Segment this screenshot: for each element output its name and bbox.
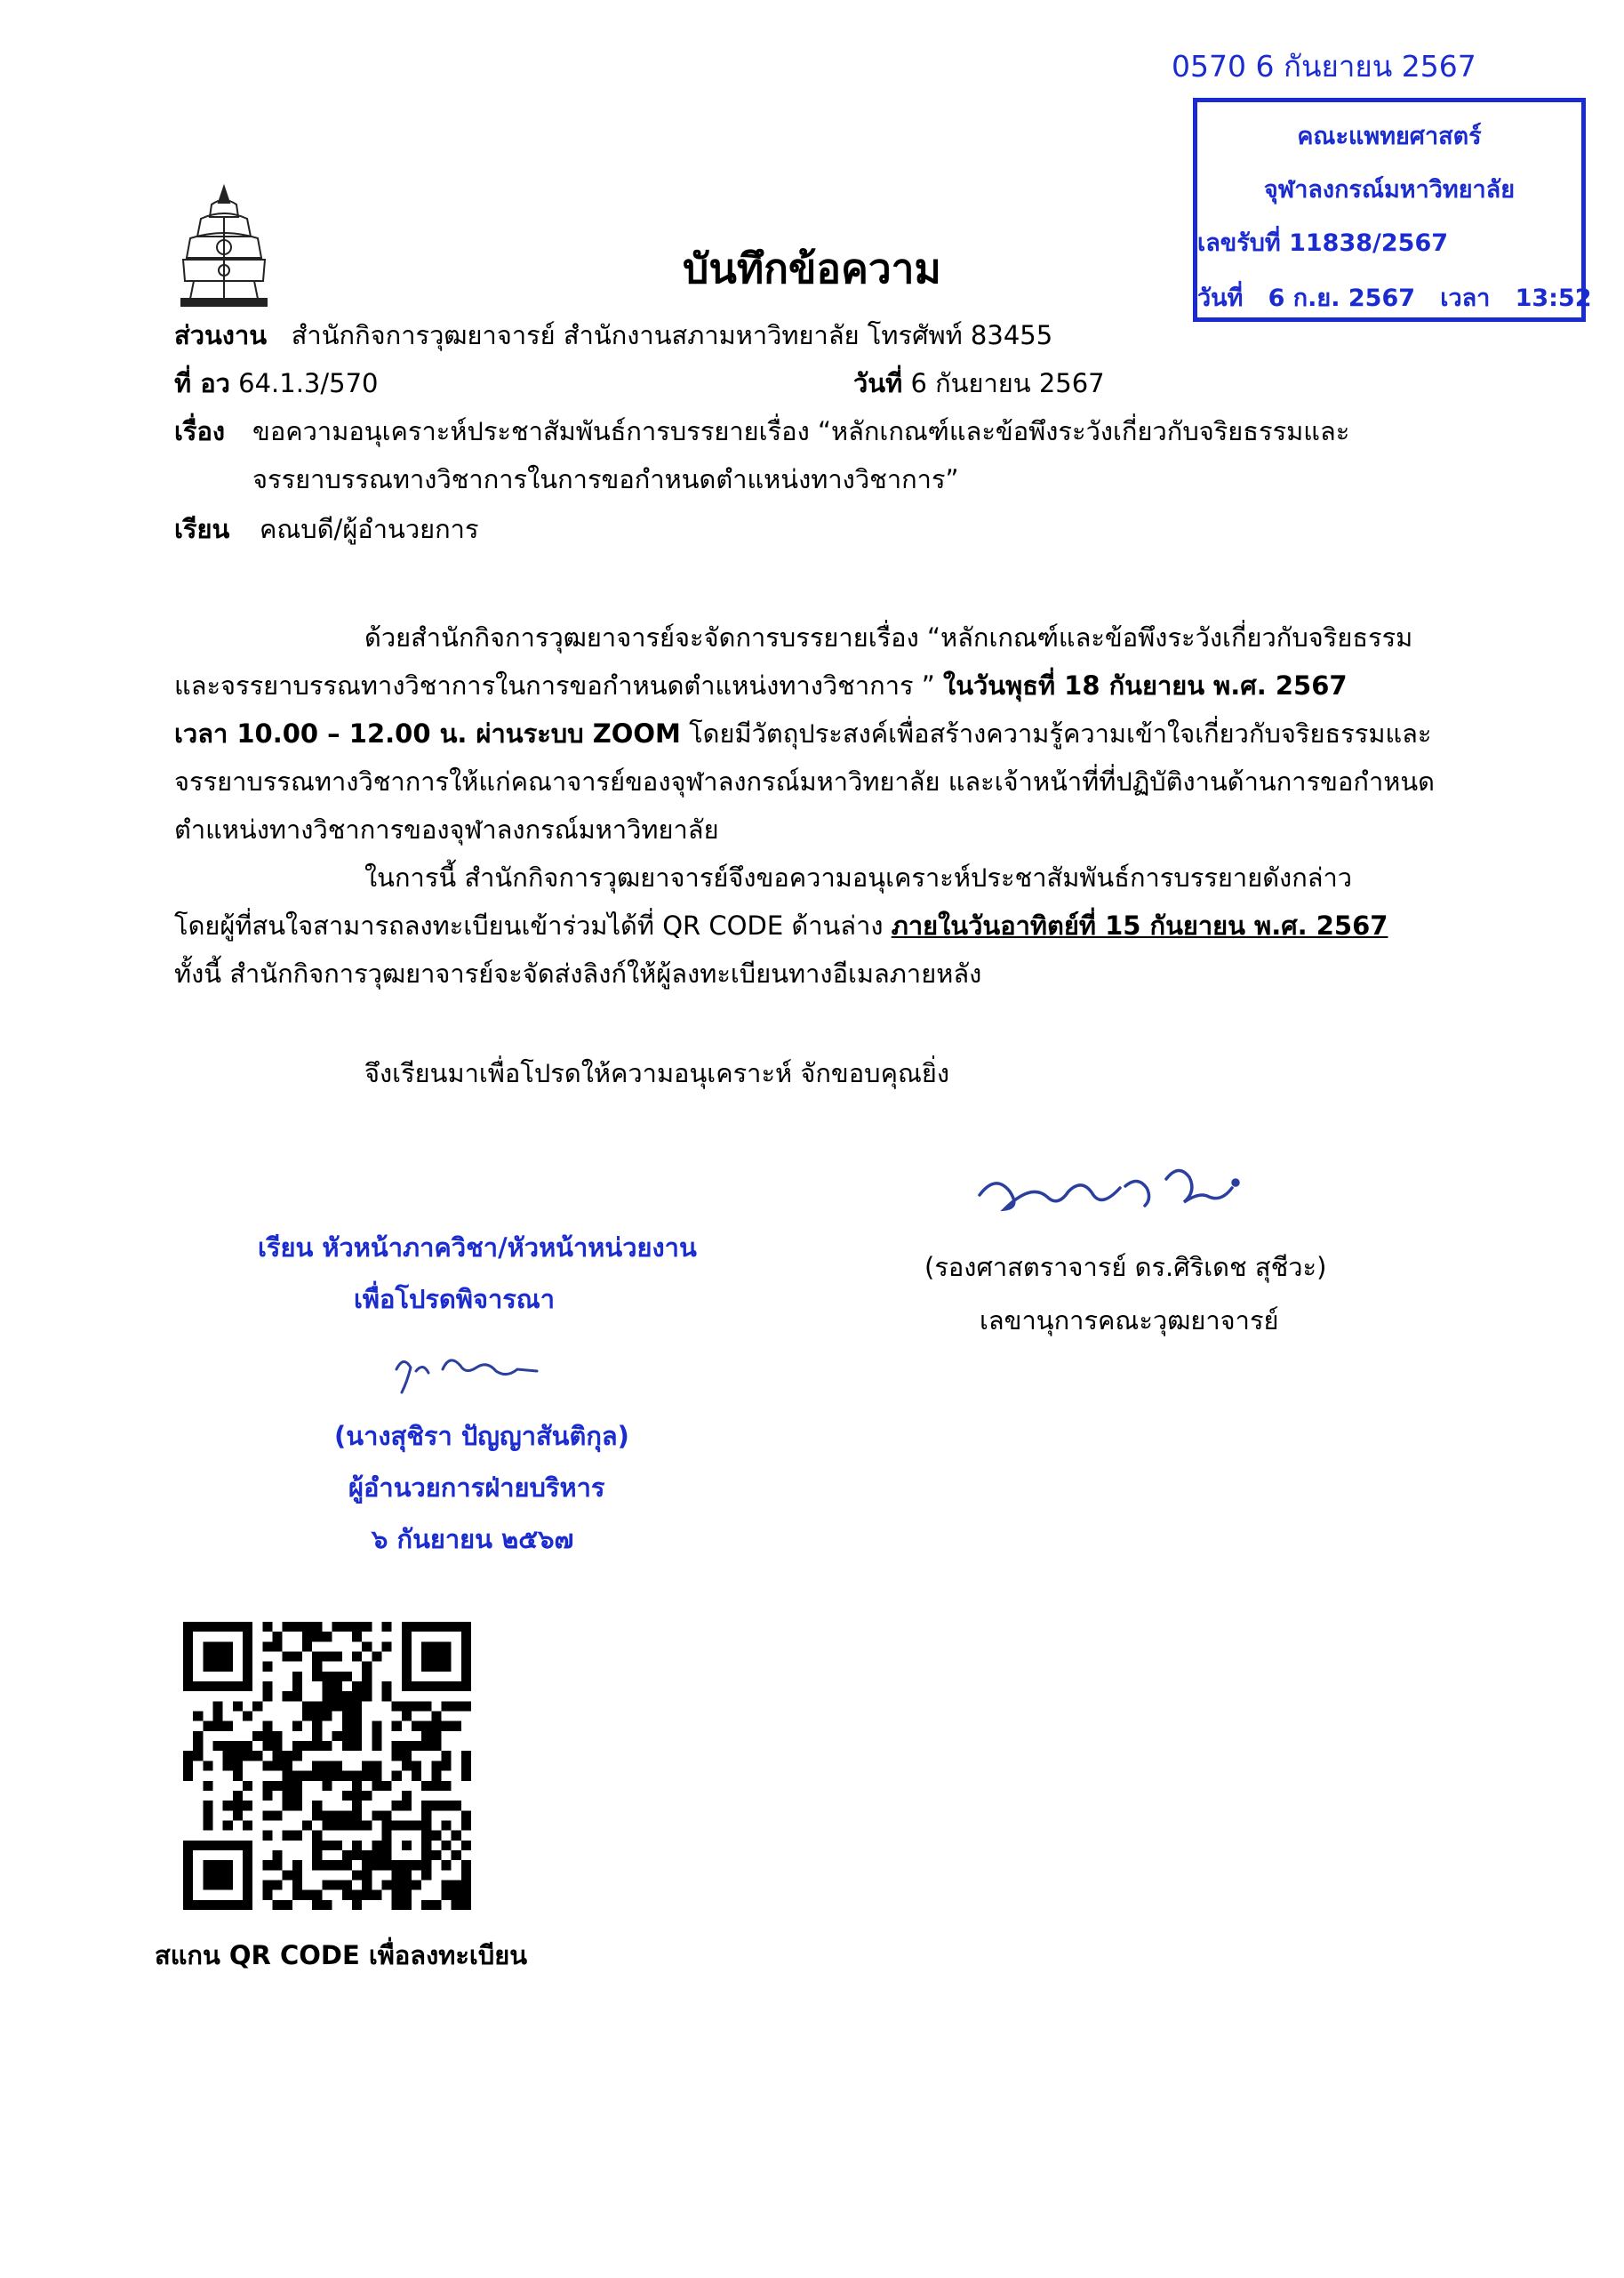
p2-line-1: ในการนี้ สำนักกิจการวุฒยาจารย์จึงขอความอนุเคราะห์ประชาสัมพันธ์การบรรยายดังกล่าว <box>364 862 1353 893</box>
received-stamp-number: 0570 6 กันยายน 2567 <box>1172 49 1476 84</box>
p2-line-3: ทั้งนี้ สำนักกิจการวุฒยาจารย์จะจัดส่งลิงก์ให้ผู้ลงทะเบียนทางอีเมลภายหลัง <box>174 959 982 989</box>
stamp-time-label: เวลา <box>1440 285 1491 312</box>
endorser-position: ผู้อำนวยการฝ่ายบริหาร <box>348 1472 605 1503</box>
reference-value: 64.1.3/570 <box>238 368 379 398</box>
p1-line-2 <box>174 662 1476 710</box>
subject-line-1: ขอความอนุเคราะห์ประชาสัมพันธ์การบรรยายเรื่อง “หลักเกณฑ์และข้อพึงระวังเกี่ยวกับจริยธรรมและ <box>252 416 1350 446</box>
signer-name: (รองศาสตราจารย์ ดร.ศิริเดช สุชีวะ) <box>924 1252 1327 1282</box>
p1-line-3-text: โดยมีวัตถุประสงค์เพื่อสร้างความรู้ความเข้าใจเกี่ยวกับจริยธรรมและ <box>689 718 1432 749</box>
date-value: 6 กันยายน 2567 <box>910 368 1105 398</box>
date-row <box>853 359 1105 407</box>
stamp-date-value: 6 ก.ย. 2567 <box>1268 285 1416 312</box>
p1-line-5: ตำแหน่งทางวิชาการของจุฬาลงกรณ์มหาวิทยาลัย <box>174 814 719 845</box>
endorsement-date: ๖ กันยายน ๒๕๖๗ <box>372 1524 574 1554</box>
registration-deadline: ภายในวันอาทิตย์ที่ 15 กันยายน พ.ศ. 2567 <box>891 910 1388 941</box>
lecture-date: ในวันพุธที่ 18 กันยายน พ.ศ. 2567 <box>943 670 1348 701</box>
signer-position: เลขานุการคณะวุฒยาจารย์ <box>980 1305 1279 1336</box>
endorser-name: (นางสุชิรา ปัญญาสันติกุล) <box>334 1421 629 1451</box>
reference-row <box>174 359 379 407</box>
date-label: วันที่ <box>853 368 903 398</box>
document-title: บันทึกข้อความ <box>683 245 941 293</box>
body-paragraph-2 <box>174 854 1476 998</box>
endorsement-addressee: เรียน หัวหน้าภาควิชา/หัวหน้าหน่วยงาน <box>258 1232 697 1263</box>
reference-label: ที่ อว <box>174 368 230 398</box>
p2-line-2-text: โดยผู้ที่สนใจสามารถลงทะเบียนเข้าร่วมได้ที่ QR CODE ด้านล่าง <box>174 910 884 941</box>
stamp-receipt-value: 11838/2567 <box>1289 229 1449 257</box>
department-row <box>174 311 1052 359</box>
stamp-time-value: 13:52 <box>1515 285 1592 312</box>
subject-label: เรื่อง <box>174 416 226 446</box>
department-value: สำนักกิจการวุฒยาจารย์ สำนักงานสภามหาวิทยาลัย โทรศัพท์ 83455 <box>291 320 1053 350</box>
stamp-faculty: คณะแพทยศาสตร์ <box>1297 123 1482 150</box>
closing-line: จึงเรียนมาเพื่อโปรดให้ความอนุเคราะห์ จักขอบคุณยิ่ง <box>364 1058 950 1088</box>
stamp-university: จุฬาลงกรณ์มหาวิทยาลัย <box>1263 176 1516 204</box>
addressee-label: เรียน <box>174 514 230 544</box>
addressee-value: คณบดี/ผู้อำนวยการ <box>260 514 479 544</box>
p1-line-4: จรรยาบรรณทางวิชาการให้แก่คณาจารย์ของจุฬาลงกรณ์มหาวิทยาลัย และเจ้าหน้าที่ที่ปฏิบัติงานด้านการขอกำหนด <box>174 766 1436 797</box>
p2-line-2 <box>174 902 1476 950</box>
signature-right-handwriting <box>969 1156 1244 1227</box>
qr-code[interactable] <box>183 1622 471 1910</box>
lecture-time-platform: เวลา 10.00 – 12.00 น. ผ่านระบบ ZOOM <box>174 718 681 749</box>
p1-line-2-text: และจรรยาบรรณทางวิชาการในการขอกำหนดตำแหน่งทางวิชาการ ” <box>174 670 935 701</box>
endorsement-instruction: เพื่อโปรดพิจารณา <box>354 1284 555 1314</box>
signature-endorser-handwriting <box>391 1343 542 1398</box>
p1-line-1: ด้วยสำนักกิจการวุฒยาจารย์จะจัดการบรรยายเรื่อง “หลักเกณฑ์และข้อพึงระวังเกี่ยวกับจริยธรรม <box>364 622 1413 653</box>
stamp-date-label: วันที่ <box>1197 285 1244 312</box>
p1-line-3 <box>174 710 1476 758</box>
department-label: ส่วนงาน <box>174 320 268 350</box>
subject-line-2: จรรยาบรรณทางวิชาการในการขอกำหนดตำแหน่งทางวิชาการ” <box>252 464 959 494</box>
qr-caption: สแกน QR CODE เพื่อลงทะเบียน <box>155 1940 528 1970</box>
body-paragraph-1 <box>174 614 1476 854</box>
stamp-receipt-label: เลขรับที่ <box>1197 229 1281 257</box>
